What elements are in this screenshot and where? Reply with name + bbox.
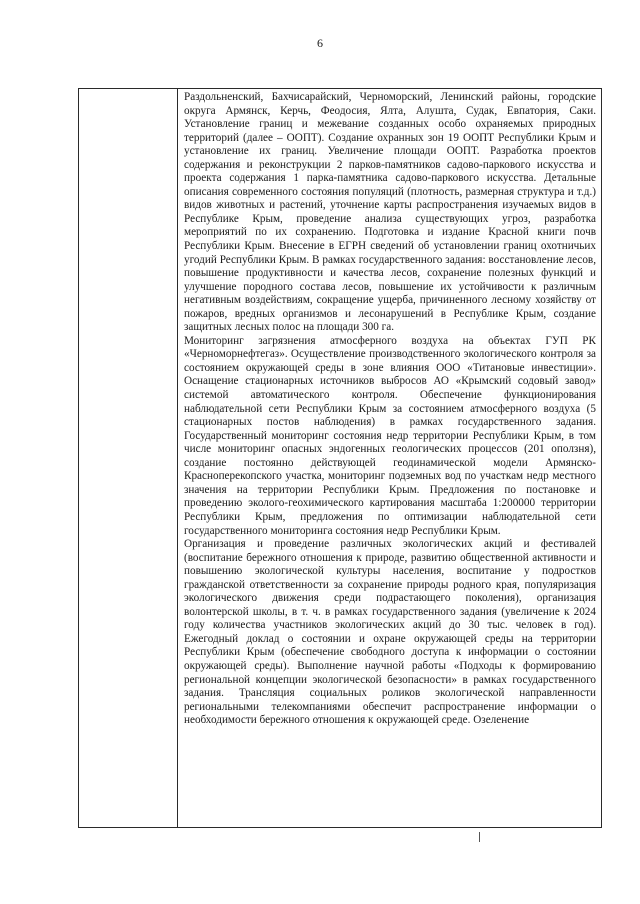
table-right-column: [178, 89, 601, 827]
document-table: [78, 88, 602, 828]
page-number: 6: [317, 36, 323, 50]
table-left-column: [79, 89, 178, 827]
paragraph-eco-education: Организация и проведение различных экологических акций и фестивалей (воспитание бережного отношения к природе, развитию общественной активности и повышению экологической культуры населения, воспитание у подростков гражданской ответственности за сохранение природы родного края, популяризация экологического движения среди подрастающего поколения), организация волонтерской школы, в т. ч. в рамках государственного задания (увеличение к 2024 году количества участников экологических акций до 30 тыс. человек в год). Ежегодный доклад о состоянии и охране окружающей среды на территории Республики Крым (обеспечение свободного доступа к информации о состоянии окружающей среды). Выполнение научной работы «Подходы к формированию региональной концепции экологической безопасности» в рамках государственного задания. Трансляция социальных роликов экологической направленности региональными телекомпаниями обеспечит распространение информации о необходимости бережного отношения к окружающей среде. Озеленение: [184, 538, 596, 727]
scan-mark: [479, 832, 480, 842]
paragraph-protected-areas: Раздольненский, Бахчисарайский, Черноморский, Ленинский районы, городские округа Армянск, Керчь, Феодосия, Ялта, Алушта, Судак, Евпатория, Саки. Установление границ и межевание созданных особо охраняемых природных территорий (далее – ООПТ). Создание охранных зон 19 ООПТ Республики Крым и установление их границ. Увеличение площади ООПТ. Разработка проектов содержания и реконструкции 2 парков-памятников садово-паркового искусства и проекта содержания 1 парка-памятника садово-паркового искусства. Детальные описания современного состояния популяций (плотность, размерная структура и т.д.) видов животных и растений, уточнение карты распространения изучаемых видов в Республике Крым, проведение анализа существующих угроз, разработка мероприятий по их сохранению. Подготовка и издание Красной книги почв Республики Крым. Внесение в ЕГРН сведений об установлении границ охотничьих угодий Республики Крым. В рамках государственного задания: восстановление лесов, повышение продуктивности и качества лесов, сохранение полезных функций и улучшение породного состава лесов, повышение их устойчивости к различным негативным воздействиям, сокращение ущерба, причиненного лесному хозяйству от пожаров, вредных организмов и лесонарушений в Республике Крым, создание защитных лесных полос на площади 300 га.: [184, 91, 596, 334]
paragraph-monitoring: Мониторинг загрязнения атмосферного воздуха на объектах ГУП РК «Черноморнефтегаз». Осуществление производственного экологического контроля за состоянием окружающей среды в зоне влияния ООО «Титановые инвестиции». Оснащение стационарных источников выбросов АО «Крымский содовый завод» системой автоматического контроля. Обеспечение функционирования наблюдательной сети Республики Крым за состоянием атмосферного воздуха (5 стационарных постов наблюдения) в рамках государственного задания. Государственный мониторинг состояния недр территории Республики Крым, в том числе мониторинг опасных эндогенных геологических процессов (201 оползня), создание постоянно действующей геодинамической модели Армянско-Красноперекопского участка, мониторинг подземных вод по участкам недр местного значения на территории Республики Крым. Предложения по постановке и проведению эколого-геохимического картирования масштаба 1:200000 территории Республики Крым, предложения по оптимизации наблюдательной сети государственного мониторинга состояния недр Республики Крым.: [184, 334, 596, 537]
